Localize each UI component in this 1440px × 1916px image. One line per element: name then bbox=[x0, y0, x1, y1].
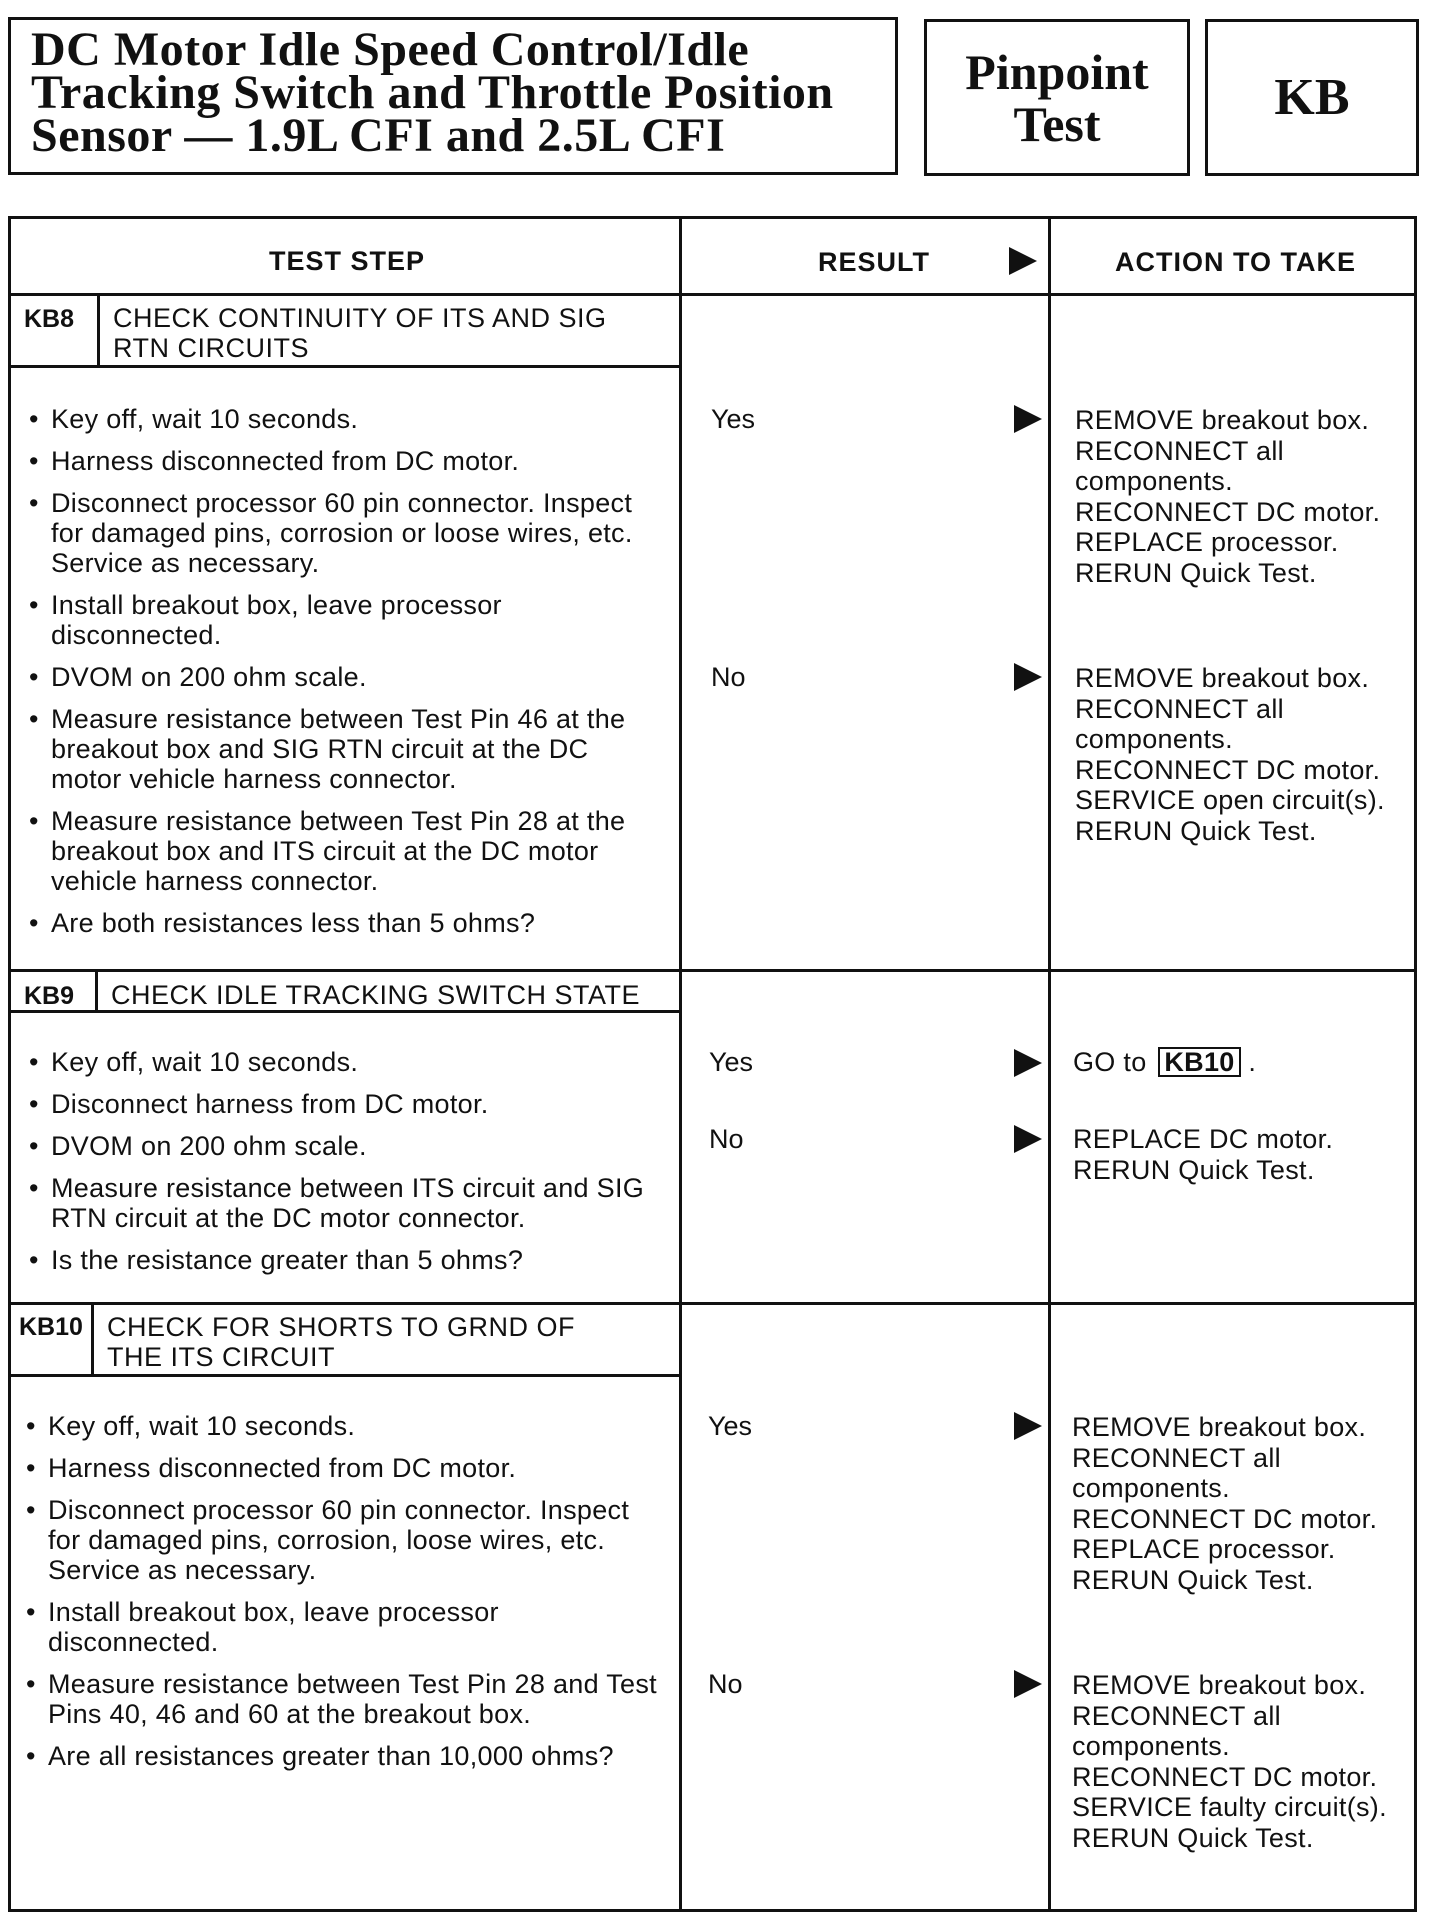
instruction-item: • Harness disconnected from DC motor. bbox=[24, 1453, 664, 1483]
arrow-right-icon bbox=[1014, 1049, 1042, 1077]
goto-label: GO to bbox=[1073, 1047, 1147, 1077]
step-instructions-kb8 bbox=[27, 404, 659, 950]
page-title-line-3: Sensor — 1.9L CFI and 2.5L CFI bbox=[31, 109, 726, 162]
step-id-kb9: KB9 bbox=[24, 982, 75, 1010]
pinpoint-label: Pinpoint bbox=[965, 43, 1149, 100]
instruction-item: • Key off, wait 10 seconds. bbox=[27, 404, 659, 434]
instruction-item: • DVOM on 200 ohm scale. bbox=[27, 1131, 659, 1161]
instruction-item: • Are both resistances less than 5 ohms? bbox=[27, 908, 659, 938]
step-instructions-kb9 bbox=[27, 1047, 659, 1287]
pinpoint-table bbox=[8, 216, 1417, 1912]
step-reference-kb10[interactable]: KB10 bbox=[1158, 1047, 1240, 1077]
result-no-kb8: No bbox=[711, 662, 746, 692]
column-divider-1 bbox=[679, 219, 682, 1909]
step-id-kb8: KB8 bbox=[24, 305, 75, 333]
arrow-right-icon bbox=[1014, 1670, 1042, 1698]
test-code-box bbox=[1205, 19, 1419, 176]
step-title-underline bbox=[11, 1374, 682, 1377]
result-no-kb9: No bbox=[709, 1124, 744, 1154]
pinpoint-test-box bbox=[924, 19, 1190, 176]
step-id-divider bbox=[97, 296, 100, 366]
action-no-kb9: REPLACE DC motor. RERUN Quick Test. bbox=[1073, 1124, 1334, 1185]
action-no-kb10: REMOVE breakout box. RECONNECT all components. RECONNECT DC motor. SERVICE faulty circuit(s). RERUN Quick Test. bbox=[1072, 1670, 1387, 1853]
arrow-right-icon bbox=[1014, 663, 1042, 691]
instruction-item: • Disconnect harness from DC motor. bbox=[27, 1089, 659, 1119]
header-result: RESULT bbox=[818, 247, 930, 277]
test-label: Test bbox=[1013, 95, 1101, 152]
header-arrow-icon bbox=[1009, 247, 1037, 275]
step-instructions-kb10 bbox=[24, 1411, 664, 1783]
result-yes-kb10: Yes bbox=[708, 1411, 753, 1441]
page-title-line-1: DC Motor Idle Speed Control/Idle bbox=[31, 23, 750, 76]
action-yes-kb10: REMOVE breakout box. RECONNECT all components. RECONNECT DC motor. REPLACE processor. RERUN Quick Test. bbox=[1072, 1412, 1378, 1595]
action-no-kb8: REMOVE breakout box. RECONNECT all components. RECONNECT DC motor. SERVICE open circuit(s). RERUN Quick Test. bbox=[1075, 663, 1385, 846]
arrow-right-icon bbox=[1014, 1125, 1042, 1153]
instruction-item: • Disconnect processor 60 pin connector. Inspect for damaged pins, corrosion or loose wires, etc. Service as necessary. bbox=[27, 488, 659, 578]
instruction-item: • Measure resistance between Test Pin 28 at the breakout box and ITS circuit at the DC motor vehicle harness connector. bbox=[27, 806, 659, 896]
arrow-right-icon bbox=[1014, 405, 1042, 433]
instruction-item: • Measure resistance between Test Pin 28 and Test Pins 40, 46 and 60 at the breakout box. bbox=[24, 1669, 664, 1729]
header-test-step: TEST STEP bbox=[269, 246, 426, 276]
instruction-item: • Disconnect processor 60 pin connector. Inspect for damaged pins, corrosion, loose wires, etc. Service as necessary. bbox=[24, 1495, 664, 1585]
instruction-item: • Are all resistances greater than 10,000 ohms? bbox=[24, 1741, 664, 1771]
row-divider bbox=[11, 1302, 1414, 1305]
page-title-box bbox=[8, 17, 898, 175]
instruction-item: • Key off, wait 10 seconds. bbox=[24, 1411, 664, 1441]
instruction-item: • Measure resistance between ITS circuit and SIG RTN circuit at the DC motor connector. bbox=[27, 1173, 659, 1233]
result-yes-kb9: Yes bbox=[709, 1047, 754, 1077]
instruction-item: • Is the resistance greater than 5 ohms? bbox=[27, 1245, 659, 1275]
step-title-kb10: CHECK FOR SHORTS TO GRND OF THE ITS CIRCUIT bbox=[107, 1312, 576, 1372]
instruction-item: • Harness disconnected from DC motor. bbox=[27, 446, 659, 476]
step-title-underline bbox=[11, 365, 682, 368]
page-title-line-2: Tracking Switch and Throttle Position bbox=[31, 66, 834, 119]
header-action: ACTION TO TAKE bbox=[1115, 247, 1356, 277]
arrow-right-icon bbox=[1014, 1412, 1042, 1440]
test-code: KB bbox=[1274, 69, 1350, 126]
instruction-item: • Measure resistance between Test Pin 46 at the breakout box and SIG RTN circuit at the DC motor vehicle harness connector. bbox=[27, 704, 659, 794]
header-divider bbox=[11, 293, 1414, 296]
step-id-divider bbox=[91, 1305, 94, 1375]
instruction-item: • Key off, wait 10 seconds. bbox=[27, 1047, 659, 1077]
action-yes-kb9 bbox=[1073, 1047, 1408, 1078]
step-id-kb10: KB10 bbox=[19, 1313, 83, 1341]
step-id-divider bbox=[95, 972, 98, 1011]
row-divider bbox=[11, 969, 1414, 972]
instruction-item: • DVOM on 200 ohm scale. bbox=[27, 662, 659, 692]
result-no-kb10: No bbox=[708, 1669, 743, 1699]
instruction-item: • Install breakout box, leave processor disconnected. bbox=[24, 1597, 664, 1657]
step-title-kb9: CHECK IDLE TRACKING SWITCH STATE bbox=[111, 980, 641, 1010]
step-title-underline bbox=[11, 1010, 682, 1013]
action-yes-kb8: REMOVE breakout box. RECONNECT all components. RECONNECT DC motor. REPLACE processor. RERUN Quick Test. bbox=[1075, 405, 1381, 588]
column-divider-2 bbox=[1048, 219, 1051, 1909]
instruction-item: • Install breakout box, leave processor disconnected. bbox=[27, 590, 659, 650]
step-title-kb8: CHECK CONTINUITY OF ITS AND SIG RTN CIRCUITS bbox=[113, 303, 607, 363]
goto-period: . bbox=[1248, 1047, 1257, 1077]
result-yes-kb8: Yes bbox=[711, 404, 756, 434]
